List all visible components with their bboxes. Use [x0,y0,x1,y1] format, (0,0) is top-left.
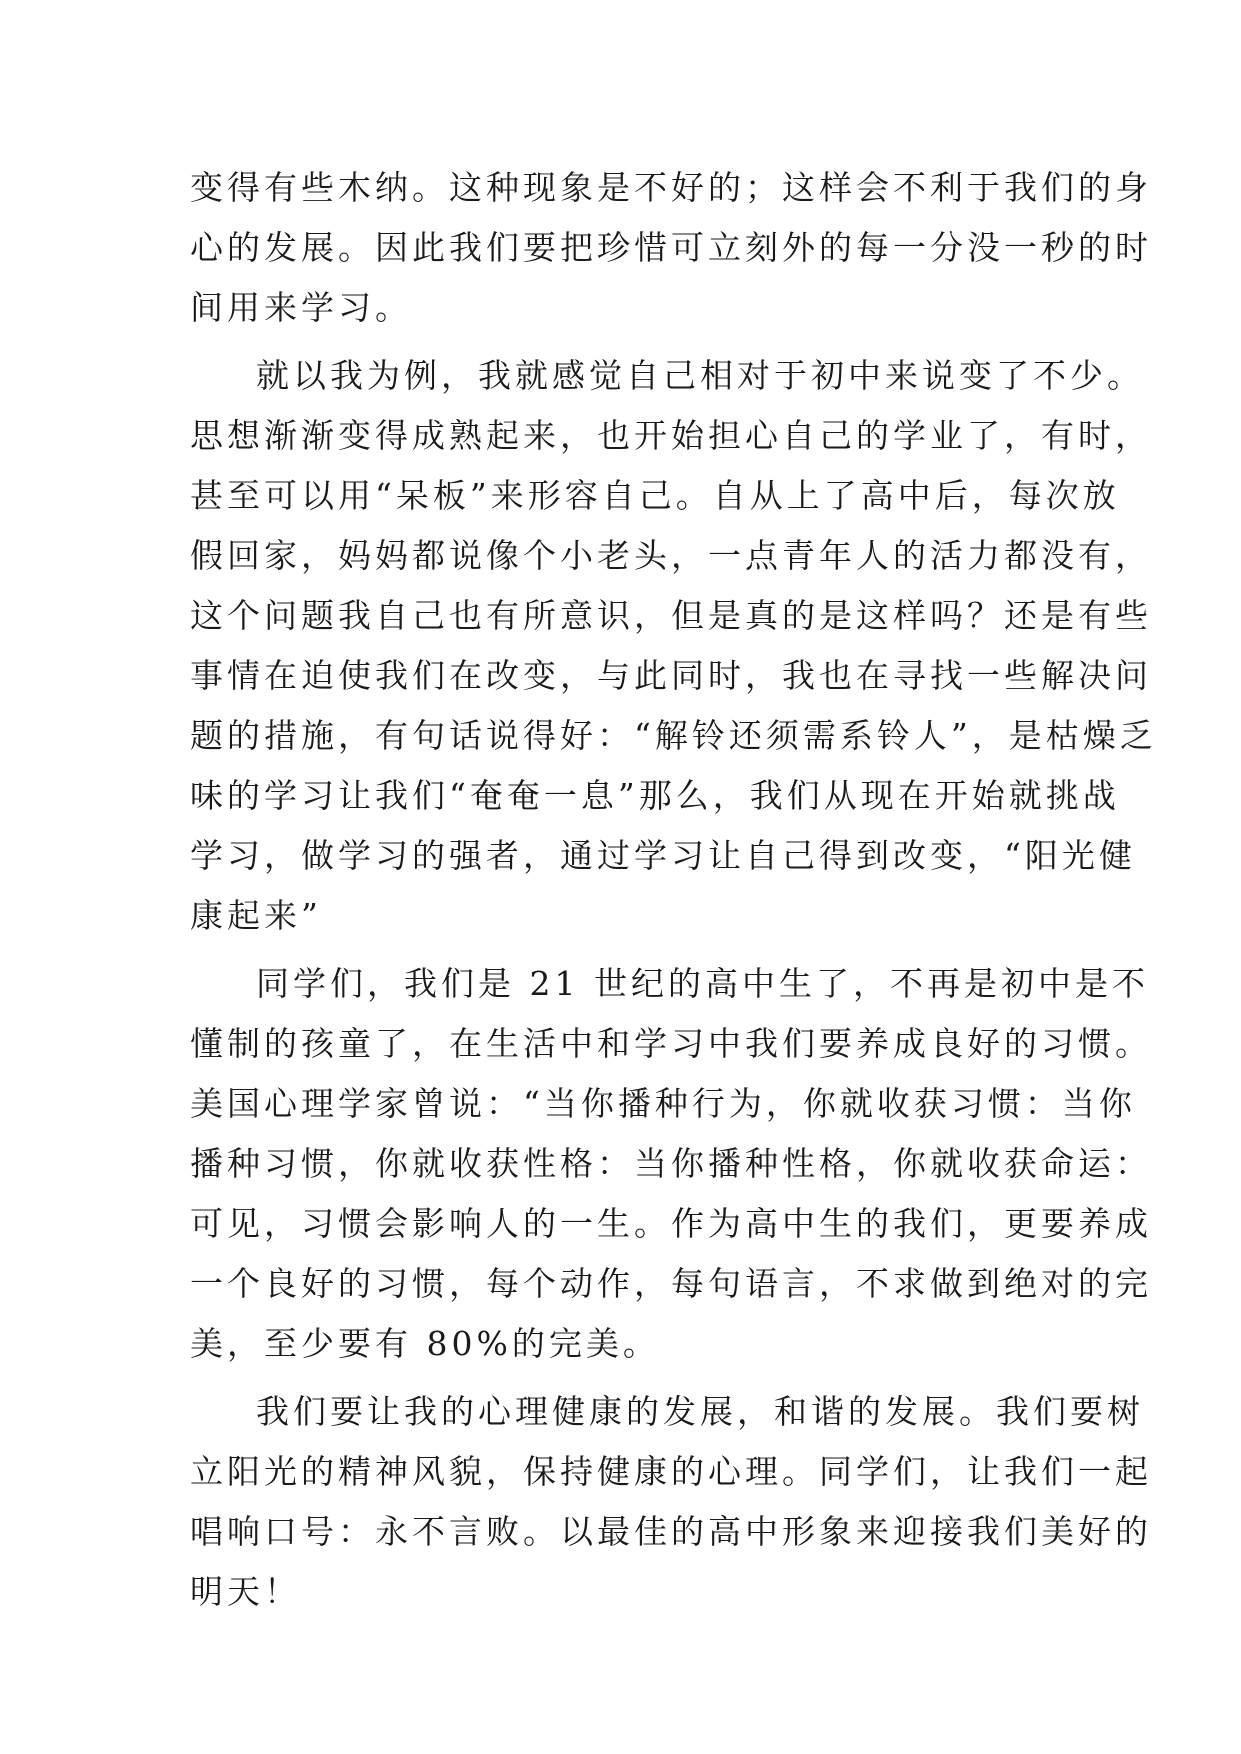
text-line: 味的学习让我们“奄奄一息”那么，我们从现在开始就挑战 [190,776,1120,815]
text-line: 唱响口号：永不言败。以最佳的高中形象来迎接我们美好的 [190,1512,1152,1551]
text-line: 题的措施，有句话说得好：“解铃还须需系铃人”，是枯燥乏 [190,716,1157,755]
text-line: 这个问题我自己也有所意识，但是真的是这样吗？还是有些 [190,596,1152,635]
text-line: 心的发展。因此我们要把珍惜可立刻外的每一分没一秒的时 [190,228,1152,267]
text-line: 变得有些木纳。这种现象是不好的；这样会不利于我们的身 [190,168,1152,207]
text-line: 假回家，妈妈都说像个小老头，一点青年人的活力都没有， [190,536,1152,575]
paragraph-3 [190,954,1152,1374]
text-line: 一个良好的习惯，每个动作，每句语言，不求做到绝对的完 [190,1264,1152,1303]
text-line: 我们要让我的心理健康的发展，和谐的发展。我们要树 [256,1392,1144,1431]
paragraph-1 [190,158,1152,338]
text-line: 同学们，我们是 21 世纪的高中生了，不再是初中是不 [256,964,1149,1003]
text-line: 甚至可以用“呆板”来形容自己。自从上了高中后，每次放 [190,476,1120,515]
text-line: 立阳光的精神风貌，保持健康的心理。同学们，让我们一起 [190,1452,1152,1491]
text-line: 学习，做学习的强者，通过学习让自己得到改变，“阳光健 [190,836,1136,875]
paragraph-2 [190,346,1157,946]
document-body [190,158,1157,1622]
text-line: 事情在迫使我们在改变，与此同时，我也在寻找一些解决问 [190,656,1152,695]
text-line: 美，至少要有 80%的完美。 [190,1324,660,1363]
text-line: 康起来” [190,896,322,935]
text-line: 美国心理学家曾说：“当你播种行为，你就收获习惯：当你 [190,1084,1136,1123]
text-line: 明天！ [190,1572,301,1611]
text-line: 可见，习惯会影响人的一生。作为高中生的我们，更要养成 [190,1204,1152,1243]
text-line: 懂制的孩童了，在生活中和学习中我们要养成良好的习惯。 [190,1024,1152,1063]
text-line: 间用来学习。 [190,288,412,327]
text-line: 播种习惯，你就收获性格：当你播种性格，你就收获命运： [190,1144,1152,1183]
paragraph-4 [190,1382,1152,1622]
text-line: 思想渐渐变得成熟起来，也开始担心自己的学业了，有时， [190,416,1152,455]
text-line: 就以我为例，我就感觉自己相对于初中来说变了不少。 [256,356,1144,395]
